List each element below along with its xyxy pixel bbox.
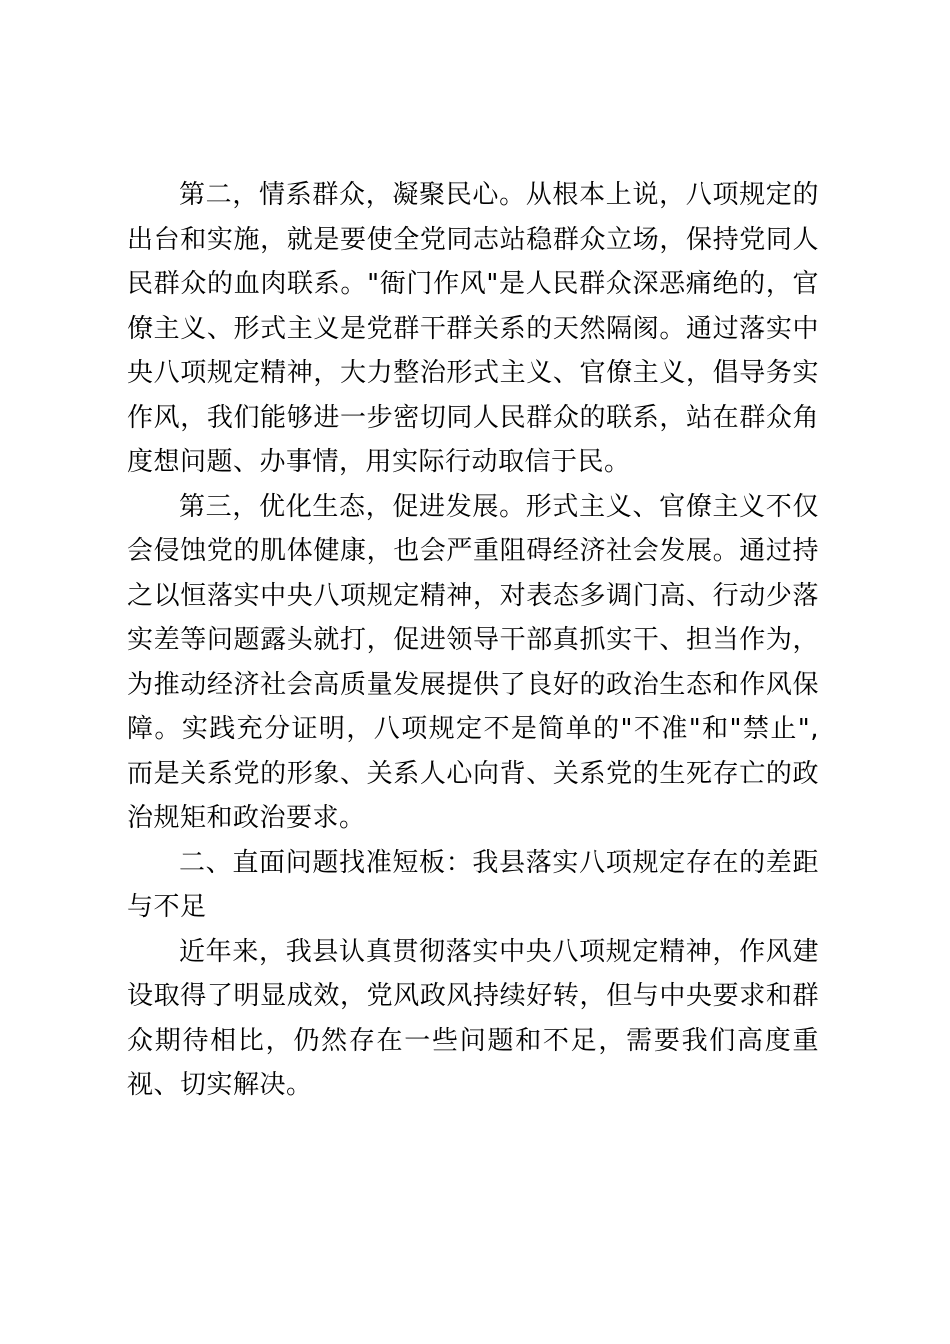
paragraph-second-point: 第二，情系群众，凝聚民心。从根本上说，八项规定的出台和实施，就是要使全党同志站稳群众立场，保持党同人民群众的血肉联系。"衙门作风"是人民群众深恶痛绝的，官僚主义、形式主义是党群干群关系的天然隔阂。通过落实中央八项规定精神，大力整治形式主义、官僚主义，倡导务实作风，我们能够进一步密切同人民群众的联系，站在群众角度想问题、办事情，用实际行动取信于民。 xyxy=(127,180,819,477)
paragraph-recent-years: 近年来，我县认真贯彻落实中央八项规定精神，作风建设取得了明显成效，党风政风持续好转，但与中央要求和群众期待相比，仍然存在一些问题和不足，需要我们高度重视、切实解决。 xyxy=(127,936,819,1100)
paragraph-third-point: 第三，优化生态，促进发展。形式主义、官僚主义不仅会侵蚀党的肌体健康，也会严重阻碍经济社会发展。通过持之以恒落实中央八项规定精神，对表态多调门高、行动少落实差等问题露头就打，促进领导干部真抓实干、担当作为，为推动经济社会高质量发展提供了良好的政治生态和作风保障。实践充分证明，八项规定不是简单的"不准"和"禁止",而是关系党的形象、关系人心向背、关系党的生死存亡的政治规矩和政治要求。 xyxy=(127,491,819,833)
section-heading: 二、直面问题找准短板：我县落实八项规定存在的差距与不足 xyxy=(127,847,819,922)
document-body xyxy=(127,173,819,1108)
